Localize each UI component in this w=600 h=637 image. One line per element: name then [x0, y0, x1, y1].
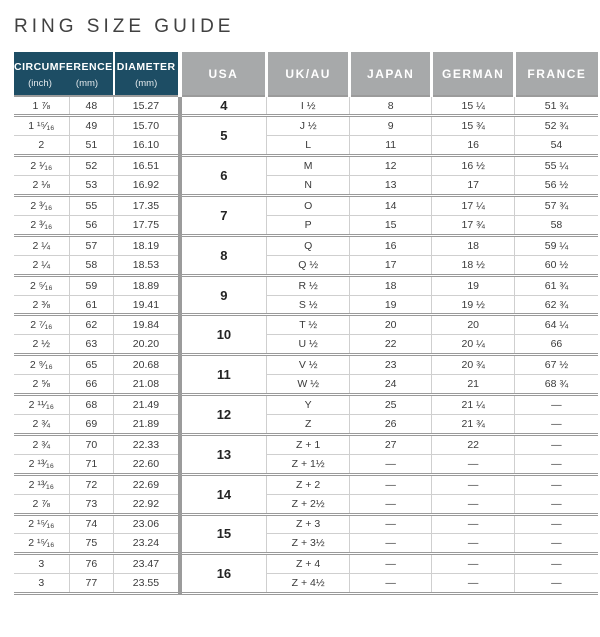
- cell-diameter: 21.08: [114, 375, 178, 395]
- cell-german: 16: [432, 136, 515, 156]
- table-row: [14, 156, 178, 176]
- cell-inch: 2 ¹³⁄₁₆: [14, 474, 69, 494]
- cell-japan: 14: [350, 196, 432, 216]
- cell-france: 66: [515, 335, 598, 355]
- cell-france: 67 ½: [515, 355, 598, 375]
- table-row: [14, 434, 178, 454]
- cell-france: 64 ¼: [515, 315, 598, 335]
- cell-inch: 2 ¼: [14, 235, 69, 255]
- cell-japan: 24: [350, 375, 432, 395]
- cell-japan: 19: [350, 295, 432, 315]
- table-row: [180, 514, 598, 534]
- cell-japan: 8: [350, 96, 432, 116]
- cell-france: —: [515, 514, 598, 534]
- diameter-label: DIAMETER: [116, 60, 176, 73]
- cell-diameter: 17.75: [114, 215, 178, 235]
- cell-german: 20 ¾: [432, 355, 515, 375]
- cell-mm: 77: [69, 574, 114, 594]
- cell-german: 15 ¼: [432, 96, 515, 116]
- cell-diameter: 22.33: [114, 434, 178, 454]
- cell-japan: 13: [350, 176, 432, 196]
- cell-usa: 16: [180, 554, 267, 594]
- cell-uk-au: V ½: [267, 355, 350, 375]
- cell-mm: 75: [69, 534, 114, 554]
- cell-uk-au: O: [267, 196, 350, 216]
- cell-usa: 5: [180, 116, 267, 156]
- table-row: [14, 215, 178, 235]
- cell-inch: 2 ½: [14, 335, 69, 355]
- cell-usa: 8: [180, 235, 267, 275]
- cell-mm: 48: [69, 96, 114, 116]
- cell-japan: 9: [350, 116, 432, 136]
- cell-japan: 16: [350, 235, 432, 255]
- table-row: [14, 494, 178, 514]
- cell-diameter: 23.24: [114, 534, 178, 554]
- cell-usa: 4: [180, 96, 267, 116]
- cell-japan: 17: [350, 255, 432, 275]
- cell-mm: 52: [69, 156, 114, 176]
- diameter-units: [115, 78, 178, 89]
- cell-german: —: [432, 514, 515, 534]
- table-row: [14, 355, 178, 375]
- cell-france: —: [515, 395, 598, 415]
- cell-diameter: 18.19: [114, 235, 178, 255]
- cell-diameter: 17.35: [114, 196, 178, 216]
- cell-france: —: [515, 494, 598, 514]
- cell-mm: 56: [69, 215, 114, 235]
- cell-japan: 22: [350, 335, 432, 355]
- cell-usa: 15: [180, 514, 267, 554]
- table-row: [14, 116, 178, 136]
- cell-uk-au: Z + 1½: [267, 454, 350, 474]
- cell-diameter: 23.47: [114, 554, 178, 574]
- cell-japan: —: [350, 574, 432, 594]
- cell-usa: 6: [180, 156, 267, 196]
- cell-uk-au: M: [267, 156, 350, 176]
- cell-france: 62 ¾: [515, 295, 598, 315]
- table-row: [14, 474, 178, 494]
- cell-uk-au: U ½: [267, 335, 350, 355]
- cell-japan: 15: [350, 215, 432, 235]
- page-title: RING SIZE GUIDE: [14, 16, 235, 37]
- cell-uk-au: Q: [267, 235, 350, 255]
- cell-mm: 59: [69, 275, 114, 295]
- cell-inch: 2 ³⁄₁₆: [14, 196, 69, 216]
- cell-inch: 2 ⅛: [14, 176, 69, 196]
- cell-france: —: [515, 574, 598, 594]
- table-row: [14, 176, 178, 196]
- table-row: [180, 315, 598, 335]
- cell-german: 21 ¾: [432, 415, 515, 435]
- cell-uk-au: Z + 2: [267, 474, 350, 494]
- cell-mm: 74: [69, 514, 114, 534]
- table-row: [14, 315, 178, 335]
- cell-uk-au: Q ½: [267, 255, 350, 275]
- cell-diameter: 22.92: [114, 494, 178, 514]
- cell-german: —: [432, 534, 515, 554]
- cell-uk-au: L: [267, 136, 350, 156]
- cell-usa: 7: [180, 196, 267, 236]
- cell-mm: 53: [69, 176, 114, 196]
- right-table-body: [180, 96, 598, 594]
- table-row: [14, 454, 178, 474]
- cell-diameter: 22.69: [114, 474, 178, 494]
- table-row: [180, 355, 598, 375]
- cell-usa: 12: [180, 395, 267, 435]
- cell-japan: 18: [350, 275, 432, 295]
- table-row: [180, 196, 598, 216]
- cell-japan: —: [350, 494, 432, 514]
- table-row: [14, 415, 178, 435]
- cell-german: —: [432, 454, 515, 474]
- header-circumference: [14, 52, 114, 96]
- cell-diameter: 16.51: [114, 156, 178, 176]
- cell-inch: 2 ³⁄₁₆: [14, 215, 69, 235]
- cell-german: 17 ¼: [432, 196, 515, 216]
- cell-france: 56 ½: [515, 176, 598, 196]
- cell-mm: 73: [69, 494, 114, 514]
- header-france: FRANCE: [515, 52, 598, 96]
- cell-france: 51 ¾: [515, 96, 598, 116]
- cell-diameter: 21.49: [114, 395, 178, 415]
- cell-diameter: 16.10: [114, 136, 178, 156]
- cell-inch: 2: [14, 136, 69, 156]
- cell-usa: 9: [180, 275, 267, 315]
- left-table-body: [14, 96, 178, 594]
- cell-mm: 51: [69, 136, 114, 156]
- cell-uk-au: Z: [267, 415, 350, 435]
- cell-uk-au: Z + 1: [267, 434, 350, 454]
- cell-inch: 2 ⁵⁄₁₆: [14, 275, 69, 295]
- table-row: [14, 554, 178, 574]
- cell-japan: 20: [350, 315, 432, 335]
- cell-mm: 63: [69, 335, 114, 355]
- table-row: [14, 534, 178, 554]
- table-row: [14, 375, 178, 395]
- cell-diameter: 21.89: [114, 415, 178, 435]
- header-uk-au: UK/AU: [267, 52, 350, 96]
- cell-inch: 2 ¾: [14, 434, 69, 454]
- cell-france: 52 ¾: [515, 116, 598, 136]
- table-row: [14, 574, 178, 594]
- cell-diameter: 15.27: [114, 96, 178, 116]
- cell-diameter: 18.89: [114, 275, 178, 295]
- cell-mm: 55: [69, 196, 114, 216]
- table-row: [180, 554, 598, 574]
- table-row: [180, 235, 598, 255]
- inch-unit-label: (inch): [28, 77, 52, 89]
- cell-japan: 12: [350, 156, 432, 176]
- mm-unit-label: (mm): [75, 77, 99, 89]
- international-sizes-table: [178, 52, 598, 595]
- table-row: [180, 474, 598, 494]
- cell-german: 20: [432, 315, 515, 335]
- cell-usa: 10: [180, 315, 267, 355]
- cell-france: 55 ¼: [515, 156, 598, 176]
- cell-france: 59 ¼: [515, 235, 598, 255]
- cell-france: 54: [515, 136, 598, 156]
- cell-france: —: [515, 454, 598, 474]
- table-row: [14, 275, 178, 295]
- cell-japan: 25: [350, 395, 432, 415]
- table-row: [180, 275, 598, 295]
- header-row: [14, 52, 178, 96]
- table-row: [180, 434, 598, 454]
- cell-mm: 76: [69, 554, 114, 574]
- cell-uk-au: Z + 2½: [267, 494, 350, 514]
- cell-inch: 2 ⁹⁄₁₆: [14, 355, 69, 375]
- cell-diameter: 19.84: [114, 315, 178, 335]
- cell-diameter: 23.55: [114, 574, 178, 594]
- cell-japan: —: [350, 474, 432, 494]
- cell-mm: 72: [69, 474, 114, 494]
- circumference-diameter-table: [14, 52, 178, 595]
- cell-diameter: 16.92: [114, 176, 178, 196]
- cell-diameter: 20.68: [114, 355, 178, 375]
- cell-mm: 62: [69, 315, 114, 335]
- cell-japan: 26: [350, 415, 432, 435]
- ring-size-table: [14, 52, 600, 595]
- cell-france: —: [515, 474, 598, 494]
- cell-mm: 66: [69, 375, 114, 395]
- cell-france: —: [515, 534, 598, 554]
- cell-france: —: [515, 554, 598, 574]
- cell-usa: 14: [180, 474, 267, 514]
- cell-inch: 2 ¾: [14, 415, 69, 435]
- cell-uk-au: W ½: [267, 375, 350, 395]
- cell-diameter: 20.20: [114, 335, 178, 355]
- cell-german: 19: [432, 275, 515, 295]
- cell-inch: 3: [14, 554, 69, 574]
- cell-uk-au: Z + 3½: [267, 534, 350, 554]
- cell-japan: —: [350, 554, 432, 574]
- header-row: [180, 52, 598, 96]
- cell-diameter: 19.41: [114, 295, 178, 315]
- header-usa: USA: [180, 52, 267, 96]
- table-row: [180, 395, 598, 415]
- cell-france: 68 ¾: [515, 375, 598, 395]
- cell-uk-au: Y: [267, 395, 350, 415]
- cell-german: 17: [432, 176, 515, 196]
- cell-mm: 71: [69, 454, 114, 474]
- table-row: [14, 395, 178, 415]
- cell-france: —: [515, 415, 598, 435]
- table-row: [180, 156, 598, 176]
- table-row: [14, 235, 178, 255]
- cell-german: 22: [432, 434, 515, 454]
- cell-inch: 2 ⅝: [14, 375, 69, 395]
- cell-german: 15 ¾: [432, 116, 515, 136]
- cell-uk-au: Z + 4½: [267, 574, 350, 594]
- cell-mm: 61: [69, 295, 114, 315]
- cell-france: 57 ¾: [515, 196, 598, 216]
- cell-japan: —: [350, 454, 432, 474]
- cell-inch: 1 ⅞: [14, 96, 69, 116]
- cell-german: 18 ½: [432, 255, 515, 275]
- cell-inch: 2 ¹¹⁄₁₆: [14, 395, 69, 415]
- cell-uk-au: J ½: [267, 116, 350, 136]
- cell-japan: 23: [350, 355, 432, 375]
- cell-inch: 2 ⅞: [14, 494, 69, 514]
- cell-france: 58: [515, 215, 598, 235]
- cell-inch: 2 ⅜: [14, 295, 69, 315]
- cell-mm: 58: [69, 255, 114, 275]
- cell-inch: 2 ¼: [14, 255, 69, 275]
- cell-inch: 2 ¹⁵⁄₁₆: [14, 514, 69, 534]
- cell-france: 61 ¾: [515, 275, 598, 295]
- cell-japan: 11: [350, 136, 432, 156]
- table-row: [14, 514, 178, 534]
- cell-mm: 65: [69, 355, 114, 375]
- cell-mm: 69: [69, 415, 114, 435]
- cell-france: —: [515, 434, 598, 454]
- cell-german: —: [432, 554, 515, 574]
- cell-german: —: [432, 474, 515, 494]
- table-row: [180, 96, 598, 116]
- cell-uk-au: T ½: [267, 315, 350, 335]
- cell-inch: 1 ¹⁵⁄₁₆: [14, 116, 69, 136]
- cell-german: 21 ¼: [432, 395, 515, 415]
- cell-inch: 3: [14, 574, 69, 594]
- table-row: [14, 136, 178, 156]
- cell-german: 20 ¼: [432, 335, 515, 355]
- cell-japan: —: [350, 514, 432, 534]
- cell-mm: 68: [69, 395, 114, 415]
- cell-mm: 49: [69, 116, 114, 136]
- cell-german: 21: [432, 375, 515, 395]
- cell-uk-au: P: [267, 215, 350, 235]
- header-japan: JAPAN: [350, 52, 432, 96]
- cell-usa: 11: [180, 355, 267, 395]
- cell-inch: 2 ⁷⁄₁₆: [14, 315, 69, 335]
- cell-uk-au: R ½: [267, 275, 350, 295]
- cell-france: 60 ½: [515, 255, 598, 275]
- cell-german: 16 ½: [432, 156, 515, 176]
- cell-mm: 70: [69, 434, 114, 454]
- circumference-label: CIRCUMFERENCE: [14, 60, 113, 73]
- cell-inch: 2 ¹³⁄₁₆: [14, 454, 69, 474]
- cell-japan: 27: [350, 434, 432, 454]
- cell-japan: —: [350, 534, 432, 554]
- cell-inch: 2 ¹⁵⁄₁₆: [14, 534, 69, 554]
- cell-uk-au: Z + 4: [267, 554, 350, 574]
- cell-inch: 2 ¹⁄₁₆: [14, 156, 69, 176]
- cell-uk-au: I ½: [267, 96, 350, 116]
- cell-diameter: 15.70: [114, 116, 178, 136]
- page: [0, 16, 600, 637]
- cell-uk-au: Z + 3: [267, 514, 350, 534]
- cell-diameter: 22.60: [114, 454, 178, 474]
- header-diameter: [114, 52, 178, 96]
- cell-usa: 13: [180, 434, 267, 474]
- table-row: [14, 255, 178, 275]
- cell-uk-au: N: [267, 176, 350, 196]
- cell-german: —: [432, 494, 515, 514]
- circumference-units: [14, 78, 113, 89]
- cell-german: 19 ½: [432, 295, 515, 315]
- header-german: GERMAN: [432, 52, 515, 96]
- table-row: [14, 196, 178, 216]
- table-row: [14, 295, 178, 315]
- table-row: [14, 335, 178, 355]
- table-row: [14, 96, 178, 116]
- cell-diameter: 18.53: [114, 255, 178, 275]
- cell-uk-au: S ½: [267, 295, 350, 315]
- cell-diameter: 23.06: [114, 514, 178, 534]
- diameter-unit-label: (mm): [135, 77, 158, 89]
- cell-german: 18: [432, 235, 515, 255]
- cell-german: 17 ¾: [432, 215, 515, 235]
- cell-mm: 57: [69, 235, 114, 255]
- table-row: [180, 116, 598, 136]
- cell-german: —: [432, 574, 515, 594]
